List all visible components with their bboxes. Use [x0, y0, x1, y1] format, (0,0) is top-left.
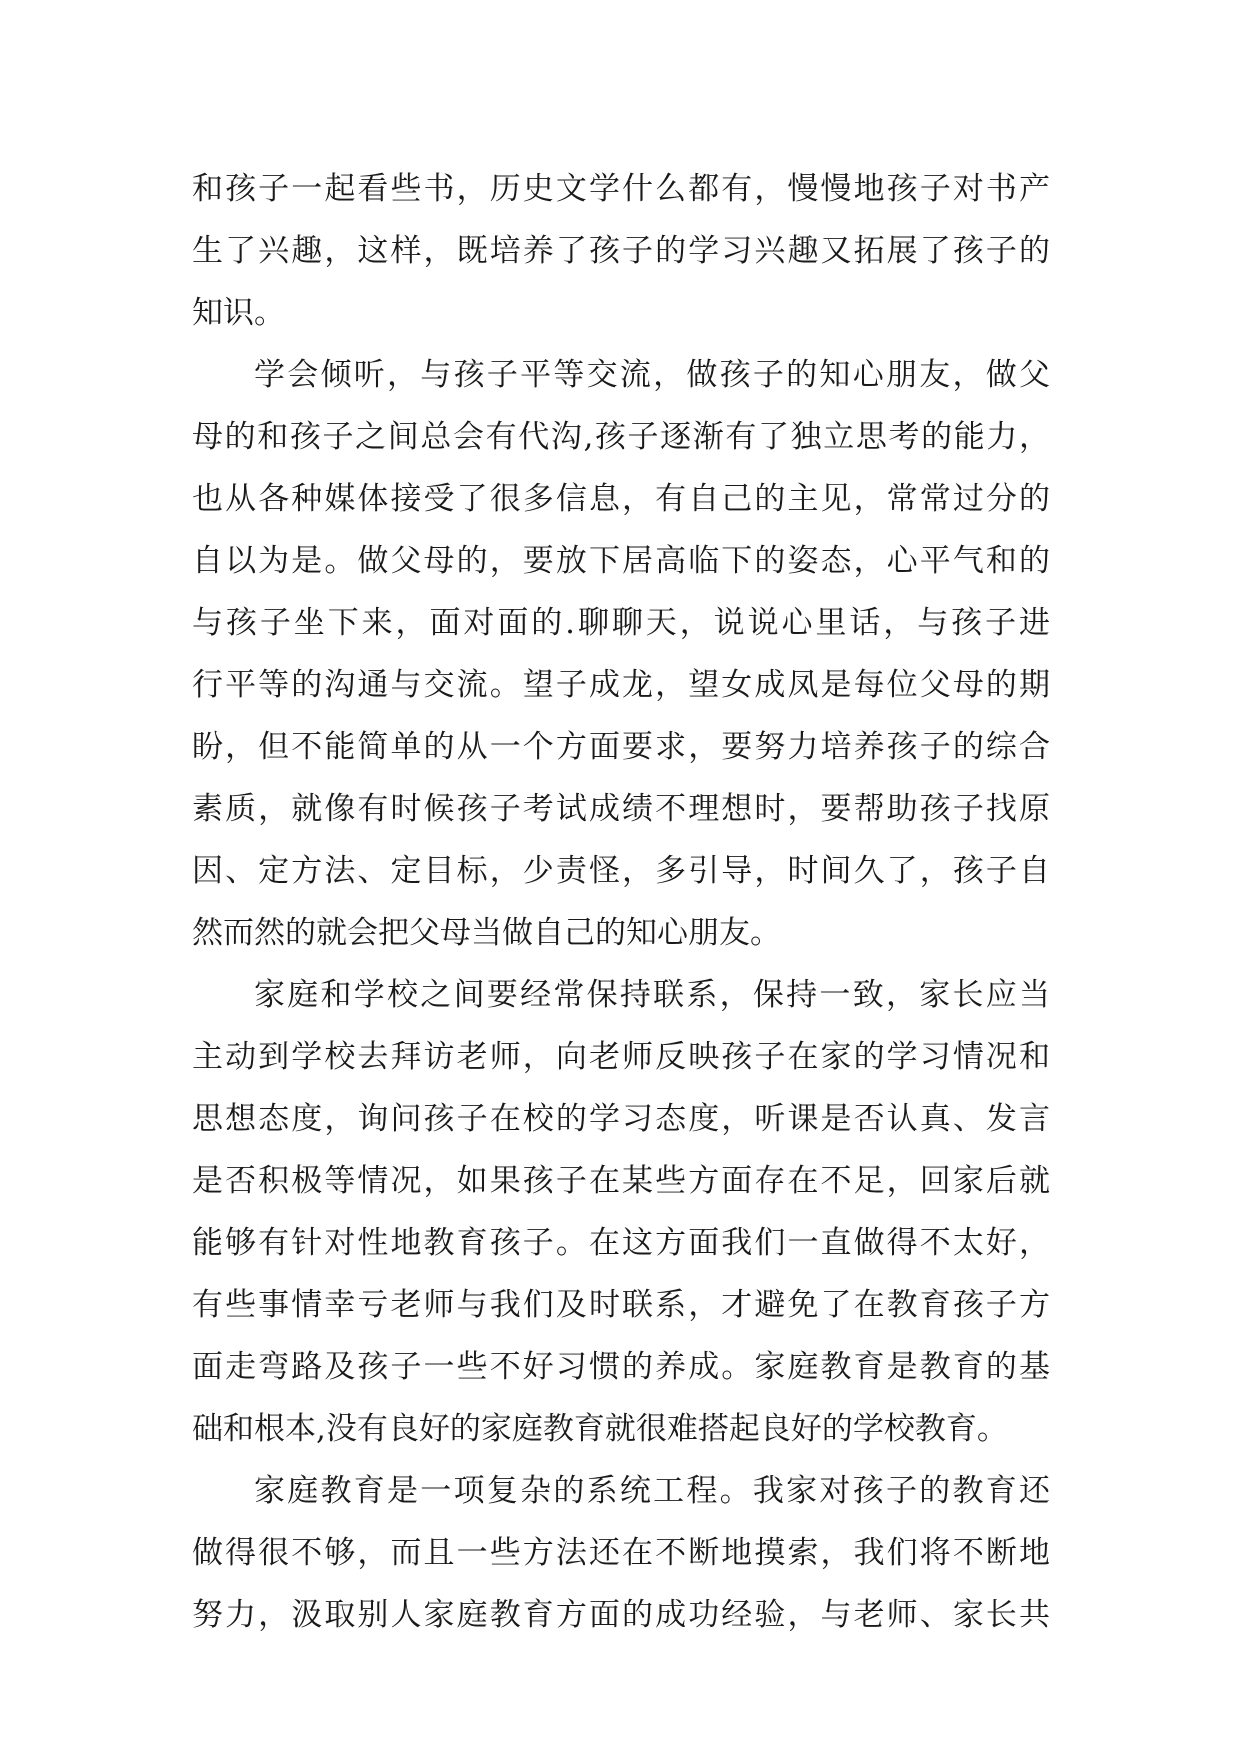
paragraph-p3 — [192, 964, 1050, 1460]
text-line: 思想态度，询问孩子在校的学习态度，听课是否认真、发言 — [192, 1101, 1050, 1137]
text-line: 行平等的沟通与交流。望子成龙，望女成凤是每位父母的期 — [192, 667, 1050, 703]
text-line: 母的和孩子之间总会有代沟,孩子逐渐有了独立思考的能力， — [192, 419, 1050, 455]
text-line: 生了兴趣，这样，既培养了孩子的学习兴趣又拓展了孩子的 — [192, 233, 1050, 269]
text-line: 盼，但不能简单的从一个方面要求，要努力培养孩子的综合 — [192, 729, 1050, 765]
text-line: 家庭教育是一项复杂的系统工程。我家对孩子的教育还 — [254, 1473, 1050, 1509]
text-line: 能够有针对性地教育孩子。在这方面我们一直做得不太好， — [192, 1225, 1050, 1261]
text-line: 努力，汲取别人家庭教育方面的成功经验，与老师、家长共 — [192, 1597, 1050, 1633]
text-line: 家庭和学校之间要经常保持联系，保持一致，家长应当 — [254, 977, 1050, 1013]
text-line: 也从各种媒体接受了很多信息，有自己的主见，常常过分的 — [192, 481, 1050, 517]
text-line: 础和根本,没有良好的家庭教育就很难搭起良好的学校教育。 — [192, 1411, 1008, 1447]
text-line: 因、定方法、定目标，少责怪，多引导，时间久了，孩子自 — [192, 853, 1050, 889]
text-line: 学会倾听，与孩子平等交流，做孩子的知心朋友，做父 — [254, 357, 1050, 393]
text-line: 和孩子一起看些书，历史文学什么都有，慢慢地孩子对书产 — [192, 171, 1050, 207]
text-line: 主动到学校去拜访老师，向老师反映孩子在家的学习情况和 — [192, 1039, 1050, 1075]
text-line: 知识。 — [192, 295, 285, 331]
text-line: 有些事情幸亏老师与我们及时联系，才避免了在教育孩子方 — [192, 1287, 1050, 1323]
text-line: 然而然的就会把父母当做自己的知心朋友。 — [192, 915, 781, 951]
text-line: 素质，就像有时候孩子考试成绩不理想时，要帮助孩子找原 — [192, 791, 1050, 827]
paragraph-p1 — [192, 158, 1050, 344]
paragraph-p2 — [192, 344, 1050, 964]
text-line: 面走弯路及孩子一些不好习惯的养成。家庭教育是教育的基 — [192, 1349, 1050, 1385]
document-body — [192, 158, 1050, 1646]
paragraph-p4 — [192, 1460, 1050, 1646]
text-line: 与孩子坐下来，面对面的.聊聊天，说说心里话，与孩子进 — [192, 605, 1050, 641]
text-line: 自以为是。做父母的，要放下居高临下的姿态，心平气和的 — [192, 543, 1050, 579]
text-line: 是否积极等情况，如果孩子在某些方面存在不足，回家后就 — [192, 1163, 1050, 1199]
text-line: 做得很不够，而且一些方法还在不断地摸索，我们将不断地 — [192, 1535, 1050, 1571]
